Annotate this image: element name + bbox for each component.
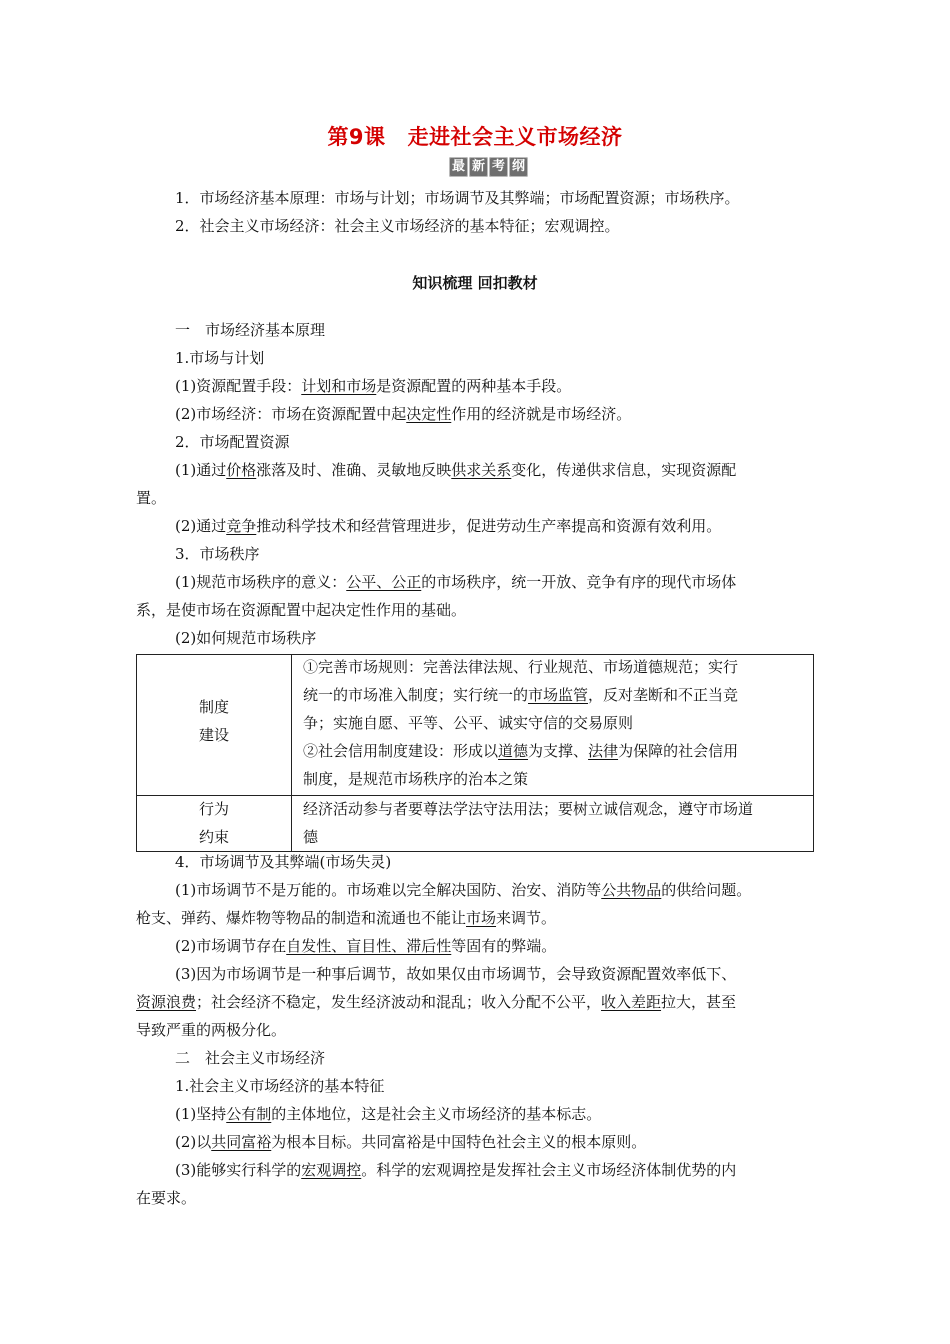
- table-row-label: 建设: [198, 726, 229, 744]
- table-row-label: 约束: [198, 828, 229, 846]
- syllabus-item: 1．市场经济基本原理：市场与计划；市场调节及其弊端；市场配置资源；市场秩序。: [175, 189, 740, 207]
- key-term: 共同富裕: [211, 1133, 272, 1151]
- table-cell-line: ②社会信用制度建设：形成以道德为支撑、法律为保障的社会信用: [303, 742, 739, 760]
- paragraph-continuation: 资源浪费；社会经济不稳定，发生经济波动和混乱；收入分配不公平，收入差距拉大，甚至: [136, 993, 737, 1011]
- subsection-title: 1.市场与计划: [175, 349, 265, 367]
- latest-syllabus-badge: [449, 157, 528, 179]
- key-term: 市场监管: [528, 686, 589, 704]
- table-row-label: 制度: [198, 698, 229, 716]
- paragraph: (1)坚持公有制的主体地位，这是社会主义市场经济的基本标志。: [175, 1105, 602, 1123]
- subsection-title: 2．市场配置资源: [175, 433, 290, 451]
- badge-char: 考: [489, 157, 508, 177]
- lesson-number: 第9课: [327, 125, 386, 149]
- paragraph: (2)市场经济：市场在资源配置中起决定性作用的经济就是市场经济。: [175, 405, 632, 423]
- table-cell-line: 经济活动参与者要尊法学法守法用法；要树立诚信观念，遵守市场道: [303, 800, 754, 818]
- paragraph: (2)通过竞争推动科学技术和经营管理进步，促进劳动生产率提高和资源有效利用。: [175, 517, 722, 535]
- part-heading: 二 社会主义市场经济: [175, 1049, 326, 1067]
- badge-char: 纲: [509, 157, 528, 177]
- paragraph: (1)资源配置手段：计划和市场是资源配置的两种基本手段。: [175, 377, 572, 395]
- key-term: 自发性、盲目性、滞后性: [286, 937, 452, 955]
- key-term: 资源浪费: [136, 993, 197, 1011]
- badge-char: 最: [449, 157, 468, 177]
- paragraph-continuation: 枪支、弹药、爆炸物等物品的制造和流通也不能让市场来调节。: [136, 909, 557, 927]
- syllabus-item: 2．社会主义市场经济：社会主义市场经济的基本特征；宏观调控。: [175, 217, 620, 235]
- table-divider: [291, 655, 292, 851]
- table-cell-line: ①完善市场规则：完善法律法规、行业规范、市场道德规范；实行: [303, 658, 739, 676]
- key-term: 供求关系: [451, 461, 512, 479]
- key-term: 市场: [466, 909, 497, 927]
- key-term: 计划和市场: [301, 377, 377, 395]
- paragraph: (1)通过价格涨落及时、准确、灵敏地反映供求关系变化，传递供求信息，实现资源配: [175, 461, 737, 479]
- key-term: 收入差距: [601, 993, 662, 1011]
- key-term: 公平、公正: [346, 573, 422, 591]
- table-row-label: 行为: [198, 800, 229, 818]
- key-term: 价格: [226, 461, 257, 479]
- key-term: 法律: [588, 742, 619, 760]
- lesson-name: 走进社会主义市场经济: [407, 125, 623, 149]
- paragraph: (1)市场调节不是万能的。市场难以完全解决国防、治安、消防等公共物品的供给问题。: [175, 881, 752, 899]
- table-cell-line: 统一的市场准入制度；实行统一的市场监管，反对垄断和不正当竞: [303, 686, 739, 704]
- section-heading: 知识梳理 回扣教材: [412, 274, 538, 292]
- market-order-table: [136, 654, 814, 852]
- paragraph-continuation: 导致严重的两极分化。: [136, 1021, 287, 1039]
- lesson-title: [0, 121, 950, 151]
- key-term: 道德: [498, 742, 529, 760]
- paragraph: (2)市场调节存在自发性、盲目性、滞后性等固有的弊端。: [175, 937, 557, 955]
- key-term: 宏观调控: [301, 1161, 362, 1179]
- key-term: 竞争: [226, 517, 257, 535]
- paragraph: (3)因为市场调节是一种事后调节，故如果仅由市场调节，会导致资源配置效率低下、: [175, 965, 737, 983]
- badge-char: 新: [469, 157, 488, 177]
- paragraph: (1)规范市场秩序的意义：公平、公正的市场秩序，统一开放、竞争有序的现代市场体: [175, 573, 737, 591]
- paragraph: (2)如何规范市场秩序: [175, 629, 317, 647]
- part-heading: 一 市场经济基本原理: [175, 321, 326, 339]
- table-cell-line: 争；实施自愿、平等、公平、诚实守信的交易原则: [303, 714, 634, 732]
- paragraph-continuation: 置。: [136, 489, 167, 507]
- table-cell-line: 德: [303, 828, 319, 846]
- subsection-title: 1.社会主义市场经济的基本特征: [175, 1077, 385, 1095]
- key-term: 公有制: [226, 1105, 272, 1123]
- subsection-title: 3．市场秩序: [175, 545, 260, 563]
- key-term: 决定性: [406, 405, 452, 423]
- paragraph-continuation: 系，是使市场在资源配置中起决定性作用的基础。: [136, 601, 467, 619]
- paragraph-continuation: 在要求。: [136, 1189, 197, 1207]
- key-term: 公共物品: [601, 881, 662, 899]
- paragraph: (3)能够实行科学的宏观调控。科学的宏观调控是发挥社会主义市场经济体制优势的内: [175, 1161, 737, 1179]
- paragraph: (2)以共同富裕为根本目标。共同富裕是中国特色社会主义的根本原则。: [175, 1133, 647, 1151]
- table-cell-line: 制度，是规范市场秩序的治本之策: [303, 770, 529, 788]
- subsection-title: 4．市场调节及其弊端(市场失灵): [175, 853, 392, 871]
